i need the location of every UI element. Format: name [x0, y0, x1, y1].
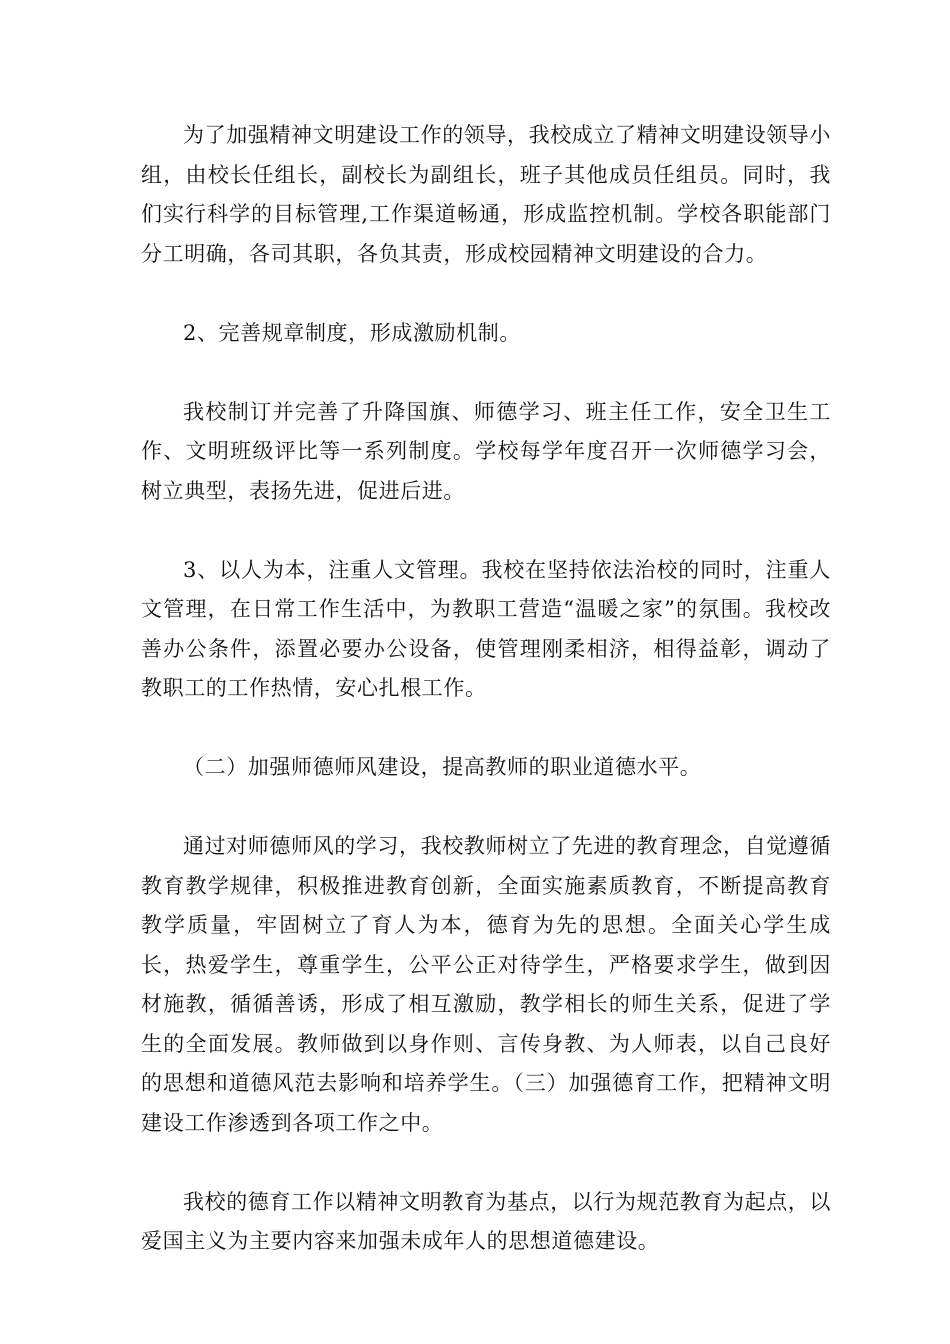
- paragraph-leadership: 为了加强精神文明建设工作的领导，我校成立了精神文明建设领导小组，由校长任组长，副校长为副组长，班子其他成员任组员。同时，我们实行科学的目标管理,工作渠道畅通，形成监控机制。学校各职能部门分工明确，各司其职，各负其责，形成校园精神文明建设的合力。: [141, 123, 831, 266]
- paragraph-rules: 我校制订并完善了升降国旗、师德学习、班主任工作，安全卫生工作、文明班级评比等一系列制度。学校每学年度召开一次师德学习会，树立典型，表扬先进，促进后进。: [141, 399, 831, 503]
- paragraph-moral-education: 我校的德育工作以精神文明教育为基点，以行为规范教育为起点，以爱国主义为主要内容来加强未成年人的思想道德建设。: [141, 1189, 831, 1253]
- heading-rules-system: 2、完善规章制度，形成激励机制。: [183, 320, 521, 345]
- paragraph-humanistic-management: 3、以人为本，注重人文管理。我校在坚持依法治校的同时，注重人文管理，在日常工作生活中，为教职工营造“温暖之家”的氛围。我校改善办公条件，添置必要办公设备，使管理刚柔相济，相得益彰，调动了教职工的工作热情，安心扎根工作。: [141, 557, 831, 700]
- document-body: [141, 116, 831, 1301]
- heading-teacher-ethics: （二）加强师德师风建设，提高教师的职业道德水平。: [183, 755, 702, 779]
- paragraph-teacher-ethics: 通过对师德师风的学习，我校教师树立了先进的教育理念，自觉遵循教育教学规律，积极推进教育创新，全面实施素质教育，不断提高教育教学质量，牢固树立了育人为本，德育为先的思想。全面关心学生成长，热爱学生，尊重学生，公平公正对待学生，严格要求学生，做到因材施教，循循善诱，形成了相互激励，教学相长的师生关系，促进了学生的全面发展。教师做到以身作则、言传身教、为人师表，以自己良好的思想和道德风范去影响和培养学生。（三）加强德育工作，把精神文明建设工作渗透到各项工作之中。: [141, 834, 831, 1135]
